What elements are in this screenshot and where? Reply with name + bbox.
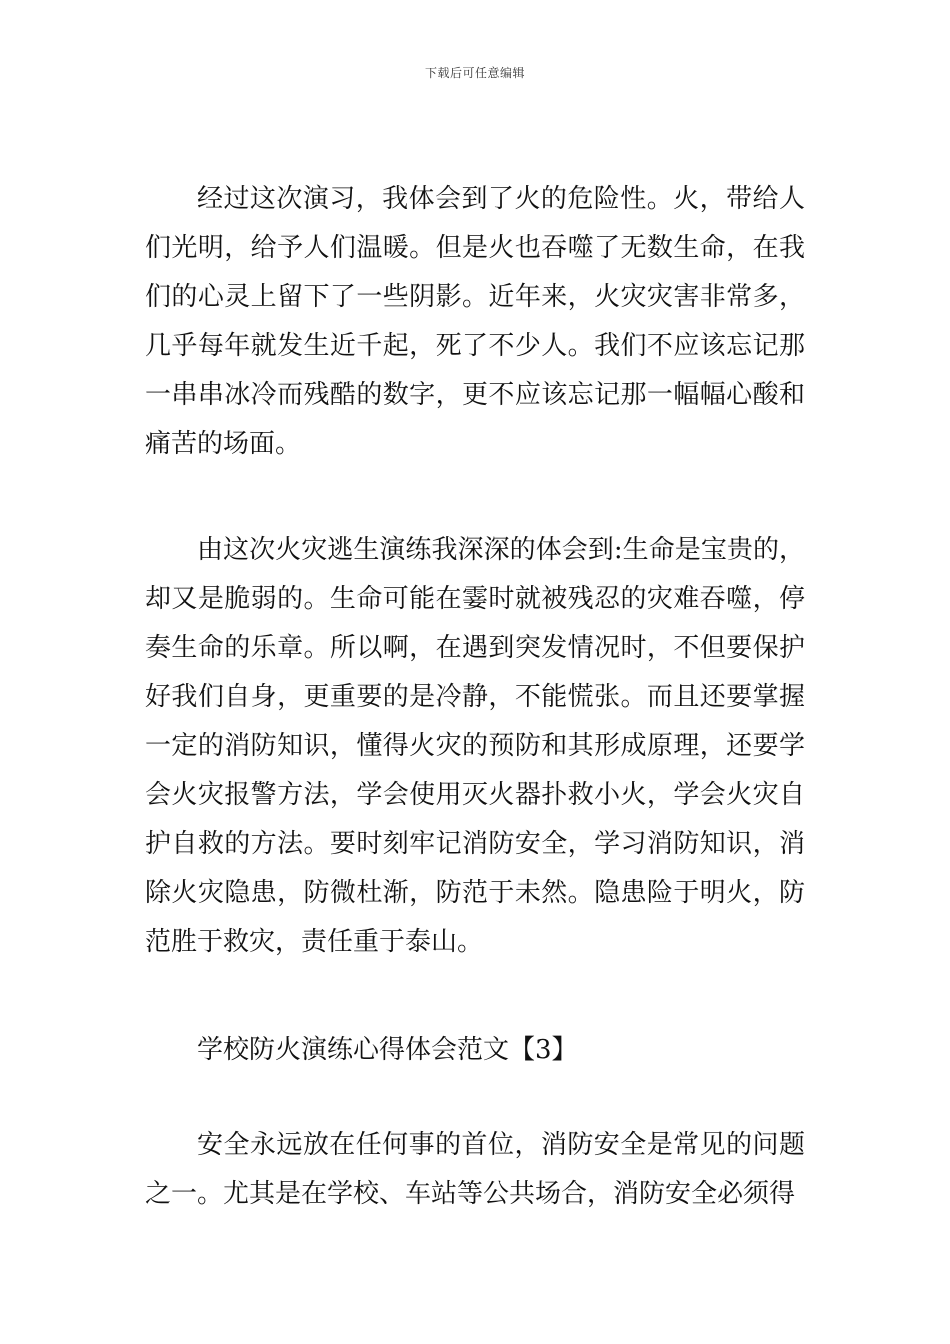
paragraph-life-precious: 由这次火灾逃生演练我深深的体会到:生命是宝贵的，却又是脆弱的。生命可能在霎时就被残忍的灾难吞噬，停奏生命的乐章。所以啊，在遇到突发情况时，不但要保护好我们自身，更重要的是冷静，不能慌张。而且还要掌握一定的消防知识，懂得火灾的预防和其形成原理，还要学会火灾报警方法，学会使用灭火器扑救小火，学会火灾自护自救的方法。要时刻牢记消防安全，学习消防知识，消除火灾隐患，防微杜渐，防范于未然。隐患险于明火，防范胜于救灾，责任重于泰山。 [145,535,805,957]
paragraph-safety-first: 安全永远放在任何事的首位，消防安全是常见的问题之一。尤其是在学校、车站等公共场合，消防安全必须得 [145,1130,805,1209]
paragraph-fire-drill-reflection: 经过这次演习，我体会到了火的危险性。火，带给人们光明，给予人们温暖。但是火也吞噬了无数生命，在我们的心灵上留下了一些阴影。近年来，火灾灾害非常多，几乎每年就发生近千起，死了不少人。我们不应该忘记那一串串冰冷而残酷的数字，更不应该忘记那一幅幅心酸和痛苦的场面。 [145,184,805,459]
page-header: 下载后可任意编辑 [424,66,525,80]
section-heading: 学校防火演练心得体会范文【3】 [197,1035,578,1065]
